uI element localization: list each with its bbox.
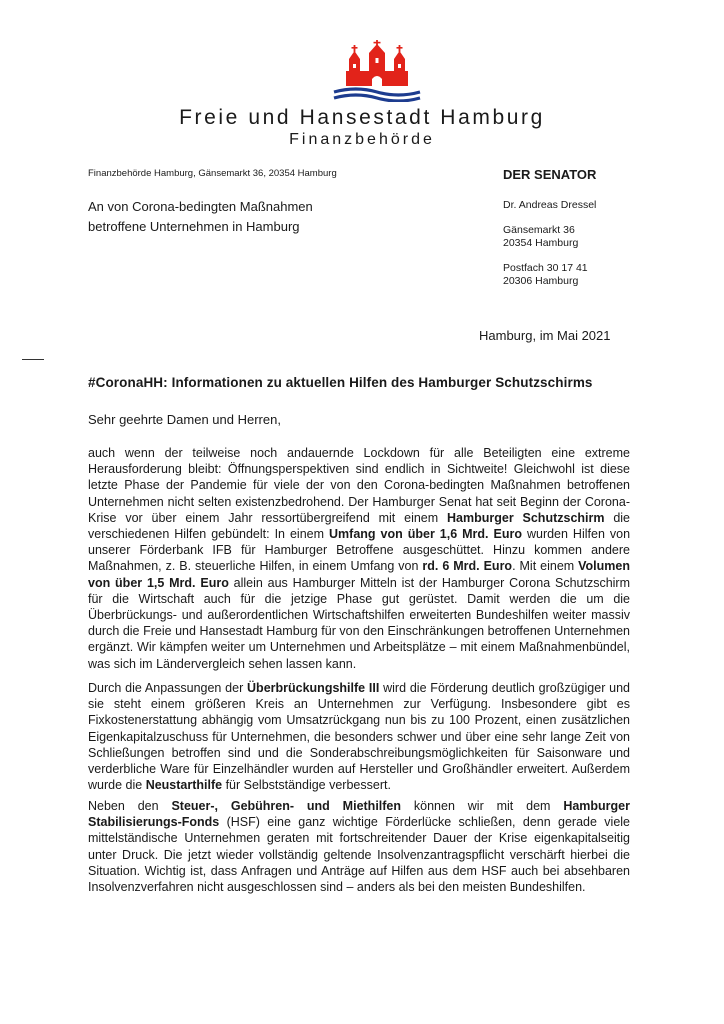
body-text: . Mit einem bbox=[512, 559, 579, 574]
body-text: können wir mit dem bbox=[401, 799, 564, 813]
emphasis-text: Steuer-, Gebühren- und Miethilfen bbox=[171, 799, 402, 813]
fold-mark bbox=[22, 359, 44, 360]
emphasis-text: Neustarthilfe bbox=[145, 778, 223, 793]
body-paragraph-2 bbox=[88, 680, 630, 793]
emphasis-text: rd. 6 Mrd. Euro bbox=[422, 559, 513, 574]
sender-address bbox=[503, 224, 578, 250]
sender-name: Dr. Andreas Dressel bbox=[503, 199, 597, 211]
body-text: für Selbstständige verbessert. bbox=[222, 778, 391, 793]
salutation: Sehr geehrte Damen und Herren, bbox=[88, 412, 281, 427]
body-text: Durch die Anpassungen der bbox=[88, 681, 248, 695]
emphasis-text: Volumen von über 1,5 Mrd. Euro bbox=[88, 559, 630, 590]
emphasis-text: Umfang von über 1,6 Mrd. Euro bbox=[329, 527, 522, 542]
recipient-line-1: An von Corona-bedingten Maßnahmen bbox=[88, 199, 313, 214]
body-text: wurden Hilfen von unserer Förderbank IFB für Hamburger Betroffene ausgeschüttet. Hinzu kommen andere Maßnahmen, z. B. steuerliche Hilfen, in einem Umfang von bbox=[88, 527, 631, 574]
emphasis-text: Hamburger Stabilisierungs-Fonds bbox=[88, 799, 630, 830]
sender-city: 20354 Hamburg bbox=[503, 237, 579, 249]
body-text: auch wenn der teilweise noch andauernde Lockdown für alle Beteiligten eine extreme Herausforderung bleibt: Öffnungsperspektiven sind endlich in Sichtweite! Gleichwohl ist diese letzte Phase der Pandemie für viele der von den Corona-bedingten Maßnahmen betroffenen Unternehmen nicht selten existenzbedrohend. Der Hamburger Senat hat seit Beginn der Corona-Krise vor über einem Jahr ressortübergreifend mit einem bbox=[88, 446, 630, 525]
body-text: Neben den bbox=[88, 799, 172, 813]
org-name: Freie und Hansestadt Hamburg bbox=[179, 106, 545, 129]
sender-title: DER SENATOR bbox=[503, 167, 597, 182]
sender-postbox-city: 20306 Hamburg bbox=[503, 275, 579, 287]
body-text: (HSF) eine ganz wichtige Förderlücke schließen, denn gerade viele mittelständische Unternehmen geraten mit fortschreitender Dauer der Krise eigenkapitalseitig unter Druck. Die jetzt wieder vollständig geltende Insolvenzantragspflicht verschärft hierbei die Situation. Wichtig ist, dass Anfragen und Anträge auf Hilfen aus dem HSF auch bei absehbaren Insolvenzverfahren nicht ausgeschlossen sind – anders als bei den meisten Bundeshilfen. bbox=[88, 815, 630, 895]
recipient-block bbox=[88, 197, 313, 237]
sender-postbox bbox=[503, 262, 588, 288]
sender-street: Gänsemarkt 36 bbox=[503, 224, 575, 236]
place-date: Hamburg, im Mai 2021 bbox=[479, 328, 611, 343]
letter-subject: #CoronaHH: Informationen zu aktuellen Hilfen des Hamburger Schutzschirms bbox=[88, 375, 593, 390]
body-text: wird die Förderung deutlich großzügiger und sie steht einem größeren Kreis an Unternehmen zur Verfügung. Insbesondere gibt es Fixkostenerstattung abhängig vom Umsatzrückgang nun bis zu 100 Prozent, einen zusätzlichen Eigenkapitalzuschuss für Unternehmen, die besonders schwer und über eine sehr lange Zeit von Schließungen betroffen sind und die Sonderabschreibungsmöglichkeiten für Saisonware und verderbliche Ware für Einzelhändler wurden auf Hersteller und Großhändler erweitert. Außerdem wurde die bbox=[88, 681, 631, 793]
emphasis-text: Hamburger Schutzschirm bbox=[447, 510, 605, 525]
sender-postbox-number: Postfach 30 17 41 bbox=[503, 262, 588, 274]
org-department: Finanzbehörde bbox=[289, 131, 435, 148]
body-text: die verschiedenen Hilfen gebündelt: In einem bbox=[88, 510, 630, 542]
hamburg-crest-icon bbox=[332, 40, 422, 102]
return-address: Finanzbehörde Hamburg, Gänsemarkt 36, 20354 Hamburg bbox=[88, 168, 337, 179]
body-text: allein aus Hamburger Mitteln ist der Hamburger Corona Schutzschirm für die Wirtschaft auch für die jetzige Phase gut gerüstet. Damit werden die um die Überbrückungs- und außerordentlichen Wirtschaftshilfen erweiterten Bundeshilfen weiter massiv durch die Freie und Hansestadt Hamburg für von den Einschränkungen betroffenen Unternehmen ergänzt. Wir kämpfen weiter um Unternehmen und Arbeitsplätze – mit einem Maßnahmenbündel, was sich im Ländervergleich sehen lassen kann. bbox=[88, 575, 630, 671]
body-paragraph-3 bbox=[88, 798, 630, 895]
emphasis-text: Überbrückungshilfe III bbox=[247, 681, 380, 695]
recipient-line-2: betroffene Unternehmen in Hamburg bbox=[88, 219, 300, 234]
body-paragraph-1 bbox=[88, 445, 630, 672]
